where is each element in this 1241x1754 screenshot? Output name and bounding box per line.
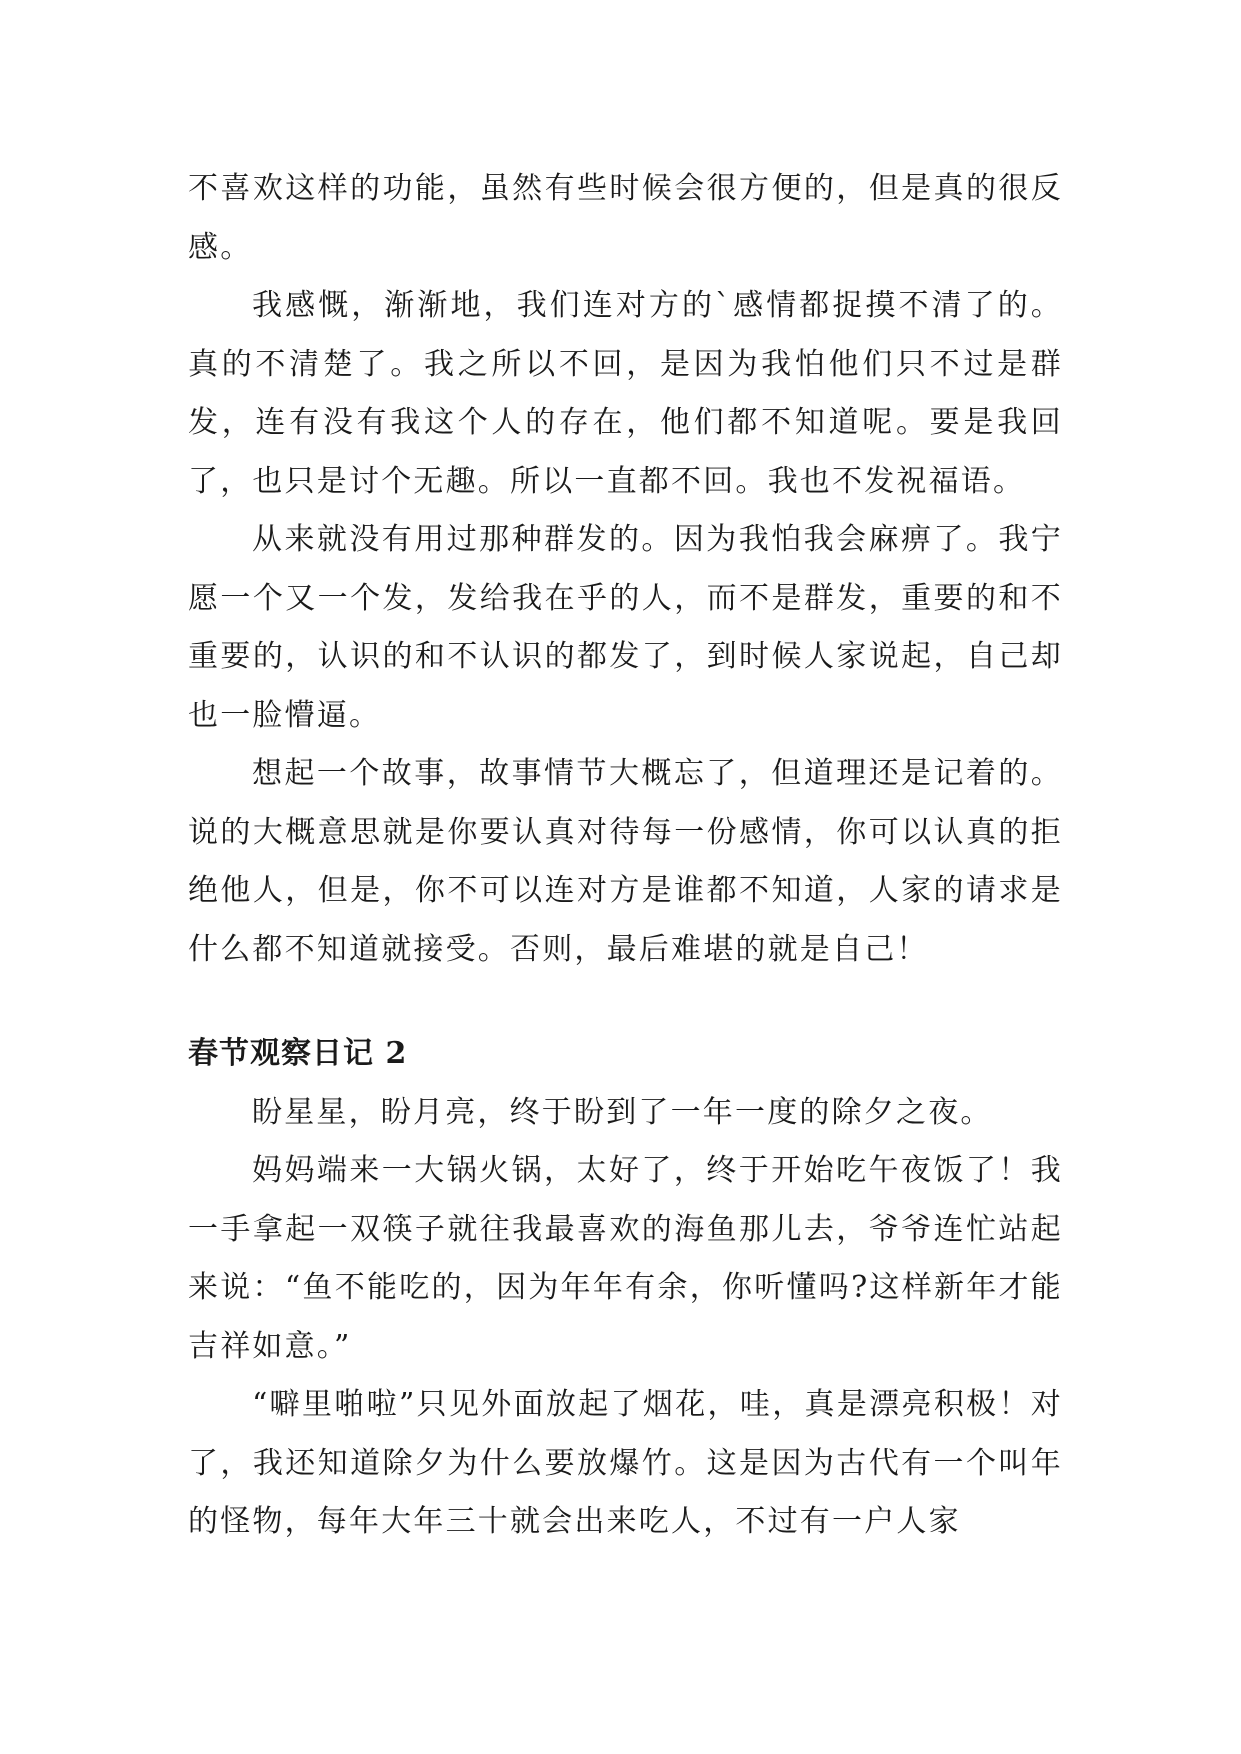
paragraph: “噼里啪啦”只见外面放起了烟花，哇，真是漂亮积极！对了，我还知道除夕为什么要放爆竹。这是因为古代有一个叫年的怪物，每年大年三十就会出来吃人，不过有一户人家	[188, 1387, 1063, 1539]
paragraph: 我感慨，渐渐地，我们连对方的`感情都捉摸不清了的。真的不清楚了。我之所以不回，是因为我怕他们只不过是群发，连有没有我这个人的存在，他们都不知道呢。要是我回了，也只是讨个无趣。所以一直都不回。我也不发祝福语。	[188, 288, 1063, 499]
document-body	[188, 160, 1063, 1552]
section-title: 春节观察日记 2	[188, 1036, 408, 1071]
paragraph: 妈妈端来一大锅火锅，太好了，终于开始吃午夜饭了！我一手拿起一双筷子就往我最喜欢的海鱼那儿去，爷爷连忙站起来说：“鱼不能吃的，因为年年有余，你听懂吗?这样新年才能吉祥如意。”	[188, 1153, 1063, 1364]
paragraph: 盼星星，盼月亮，终于盼到了一年一度的除夕之夜。	[252, 1094, 993, 1130]
paragraph: 从来就没有用过那种群发的。因为我怕我会麻痹了。我宁愿一个又一个发，发给我在乎的人，而不是群发，重要的和不重要的，认识的和不认识的都发了，到时候人家说起，自己却也一脸懵逼。	[188, 522, 1063, 733]
paragraph-continued: 不喜欢这样的功能，虽然有些时候会很方便的，但是真的很反感。	[188, 171, 1063, 265]
paragraph: 想起一个故事，故事情节大概忘了，但道理还是记着的。说的大概意思就是你要认真对待每一份感情，你可以认真的拒绝他人，但是，你不可以连对方是谁都不知道，人家的请求是什么都不知道就接受。否则，最后难堪的就是自己！	[188, 756, 1063, 967]
